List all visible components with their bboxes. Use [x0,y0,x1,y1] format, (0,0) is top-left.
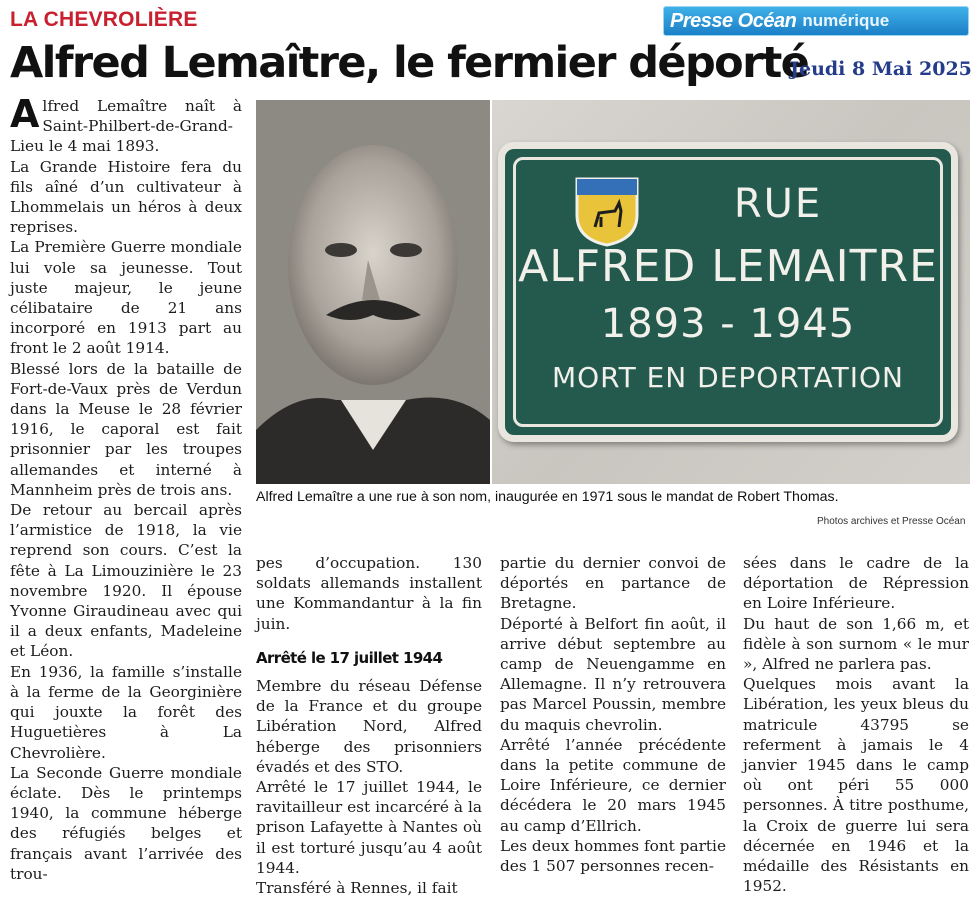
sign-line-dates: 1893 - 1945 [600,301,856,347]
paragraph: Membre du réseau Défense de la France et du groupe Libération Nord, Alfred héberge des prisonniers évadés et des STO. [256,677,482,776]
paragraph: Quelques mois avant la Libération, les yeux bleus du matricule 43795 se referment à jamais le 4 janvier 1945 dans le camp où ont péri 55 000 personnes. À titre posthume, la Croix de guerre lui sera décernée en 1946 et la médaille des Résistants en 1952. [743,675,969,896]
subheading: Arrêté le 17 juillet 1944 [256,648,443,667]
paragraph-part: pes d’occupation. 130 soldats allemands installent une Kommandantur à la fin juin. [256,554,482,633]
paragraph-part: Les deux hommes font partie des 1 507 personnes recen- [500,836,726,876]
paragraph: En 1936, la famille s’installe à la ferme de la Georginière qui jouxte la forêt des Huguetières à La Chevrolière. [10,662,242,762]
sign-line-name: ALFRED LEMAITRE [518,241,938,292]
headline: Alfred Lemaître, le fermier déporté [10,38,809,88]
photo-credit: Photos archives et Presse Océan [817,516,966,527]
paragraph: La Grande Histoire fera du fils aîné d’un cultivateur à Lhommelais un héros à deux reprises. [10,157,242,237]
brand-logo [663,6,969,36]
paragraph-part: Transféré à Rennes, il fait [256,879,458,898]
paragraph: Alfred Lemaître naît à Saint-Philbert-de-Grand-Lieu le 4 mai 1893. [10,92,242,156]
paragraph-part: La Seconde Guerre mondiale éclate. Dès le printemps 1940, la commune héberge des réfugiés belges et français avant l’arrivée des trou- [10,763,242,883]
publication-date: Jeudi 8 Mai 2025 [790,58,972,80]
street-sign-photo [492,100,970,484]
paragraph: Blessé lors de la bataille de Fort-de-Vaux près de Verdun dans la Meuse le 28 février 1916, le caporal est fait prisonnier par les troupes allemandes et interné à Mannheim près de trois ans. [10,359,242,499]
brand-name: Presse Océan [670,9,797,32]
paragraph: Déporté à Belfort fin août, il arrive début septembre au camp de Neuengamme en Allemagne. Il n’y retrouvera pas Marcel Poussin, membre du maquis chevrolin. [500,614,726,734]
article-column-3 [500,553,726,876]
paragraph-part: sées dans le cadre de la déportation de Répression en Loire Inférieure. [743,554,969,613]
section-kicker: LA CHEVROLIÈRE [10,8,198,31]
portrait-photo [256,100,490,484]
brand-edition: numérique [802,11,890,30]
paragraph: De retour au bercail après l’armistice de 1918, la vie reprend son cours. C’est la fête à La Limouzinière le 23 novembre 1920. Il épouse Yvonne Giraudineau avec qui il a deux enfants, Madeleine et Léon. [10,501,242,661]
photo-caption: Alfred Lemaître a une rue à son nom, inaugurée en 1971 sous le mandat de Robert Thomas. [256,489,839,505]
paragraph: Du haut de son 1,66 m, et fidèle à son surnom « le mur », Alfred ne parlera pas. [743,614,969,674]
article-column-4 [743,553,969,896]
sign-line-mention: MORT EN DEPORTATION [551,361,904,394]
paragraph-part: partie du dernier convoi de déportés en partance de Bretagne. [500,554,726,613]
paragraph: Arrêté l’année précédente dans la petite commune de Loire Inférieure, ce dernier décédera le 20 mars 1945 au camp d’Ellrich. [500,735,726,835]
sign-line-rue: RUE [733,181,823,227]
drop-cap: A [10,92,40,136]
article-column-1 [10,92,242,884]
paragraph: Arrêté le 17 juillet 1944, le ravitailleur est incarcéré à la prison Lafayette à Nantes où il est torturé jusqu’au 4 août 1944. [256,778,482,877]
article-column-2 [256,553,482,898]
paragraph: La Première Guerre mondiale lui vole sa jeunesse. Tout juste majeur, le jeune célibataire de 21 ans incorporé en 1913 part au front le 2 août 1914. [10,238,242,358]
street-sign [498,142,958,442]
